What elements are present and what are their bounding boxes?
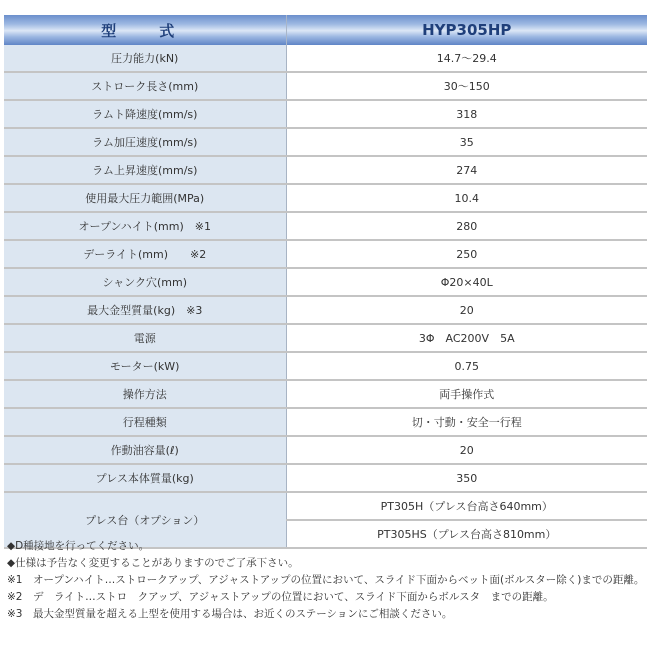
table-row <box>4 324 647 352</box>
row-value: 両手操作式 <box>286 380 647 408</box>
table-row <box>4 240 647 268</box>
table-row <box>4 436 647 464</box>
row-value: 318 <box>286 100 647 128</box>
table-row <box>4 128 647 156</box>
note-3-max-die-weight: ※3 最大金型質量を超える上型を使用する場合は、お近くのステーションにご相談ください。 <box>7 608 453 620</box>
table-row <box>4 184 647 212</box>
row-label: ストローク長さ(mm) <box>4 72 286 100</box>
table-row <box>4 72 647 100</box>
header-model-name: HYP305HP <box>286 15 647 45</box>
table-row <box>4 296 647 324</box>
row-label: シャンク穴(mm) <box>4 268 286 296</box>
row-label: ラムト降速度(mm/s) <box>4 100 286 128</box>
row-value: 切・寸動・安全一行程 <box>286 408 647 436</box>
note-grounding: ◆D種接地を行ってください。 <box>7 540 150 552</box>
table-row <box>4 156 647 184</box>
row-value: 14.7〜29.4 <box>286 45 647 72</box>
row-label: 作動油容量(ℓ) <box>4 436 286 464</box>
row-value: 20 <box>286 436 647 464</box>
row-label: プレス本体質量(kg) <box>4 464 286 492</box>
row-label: デーライト(mm) ※2 <box>4 240 286 268</box>
row-label: 電源 <box>4 324 286 352</box>
row-label: オープンハイト(mm) ※1 <box>4 212 286 240</box>
row-label: 操作方法 <box>4 380 286 408</box>
table-row <box>4 464 647 492</box>
row-label: ラム加圧速度(mm/s) <box>4 128 286 156</box>
table-row <box>4 45 647 72</box>
table-row <box>4 408 647 436</box>
row-value: 3Φ AC200V 5A <box>286 324 647 352</box>
note-spec-change: ◆仕様は予告なく変更することがありますのでご了承下さい。 <box>7 557 299 569</box>
table-row-press-table <box>4 492 647 520</box>
row-value: 30〜150 <box>286 72 647 100</box>
header-type-label: 型 式 <box>4 15 286 45</box>
table-row <box>4 268 647 296</box>
press-table-option: PT305HS（プレス台高さ810mm） <box>286 520 647 548</box>
table-row <box>4 380 647 408</box>
note-1-open-height: ※1 オープンハイト…ストロークアップ、アジャストアップの位置において、スライド下面からベット面(ボルスター除く)までの距離。 <box>7 574 645 586</box>
row-value: 250 <box>286 240 647 268</box>
row-value: 280 <box>286 212 647 240</box>
row-label: 使用最大圧力範囲(MPa) <box>4 184 286 212</box>
note-2-daylight: ※2 デ ライト…ストロ クアップ、アジャストアップの位置において、スライド下面からボルスタ までの距離。 <box>7 591 554 603</box>
press-table-option: PT305H（プレス台高さ640mm） <box>286 492 647 520</box>
table-row <box>4 212 647 240</box>
row-label: ラム上昇速度(mm/s) <box>4 156 286 184</box>
table-row <box>4 100 647 128</box>
spec-table <box>4 15 647 549</box>
row-label: 圧力能力(kN) <box>4 45 286 72</box>
row-value: 35 <box>286 128 647 156</box>
notes-section <box>7 538 644 623</box>
row-label: 行程種類 <box>4 408 286 436</box>
row-value: 20 <box>286 296 647 324</box>
row-value: 350 <box>286 464 647 492</box>
table-row <box>4 352 647 380</box>
row-value: 10.4 <box>286 184 647 212</box>
row-value: Φ20×40L <box>286 268 647 296</box>
row-label: 最大金型質量(kg) ※3 <box>4 296 286 324</box>
row-label: モーター(kW) <box>4 352 286 380</box>
row-value: 274 <box>286 156 647 184</box>
table-header-row <box>4 15 647 45</box>
row-value: 0.75 <box>286 352 647 380</box>
press-table-label: プレス台（オプション） <box>4 492 286 548</box>
